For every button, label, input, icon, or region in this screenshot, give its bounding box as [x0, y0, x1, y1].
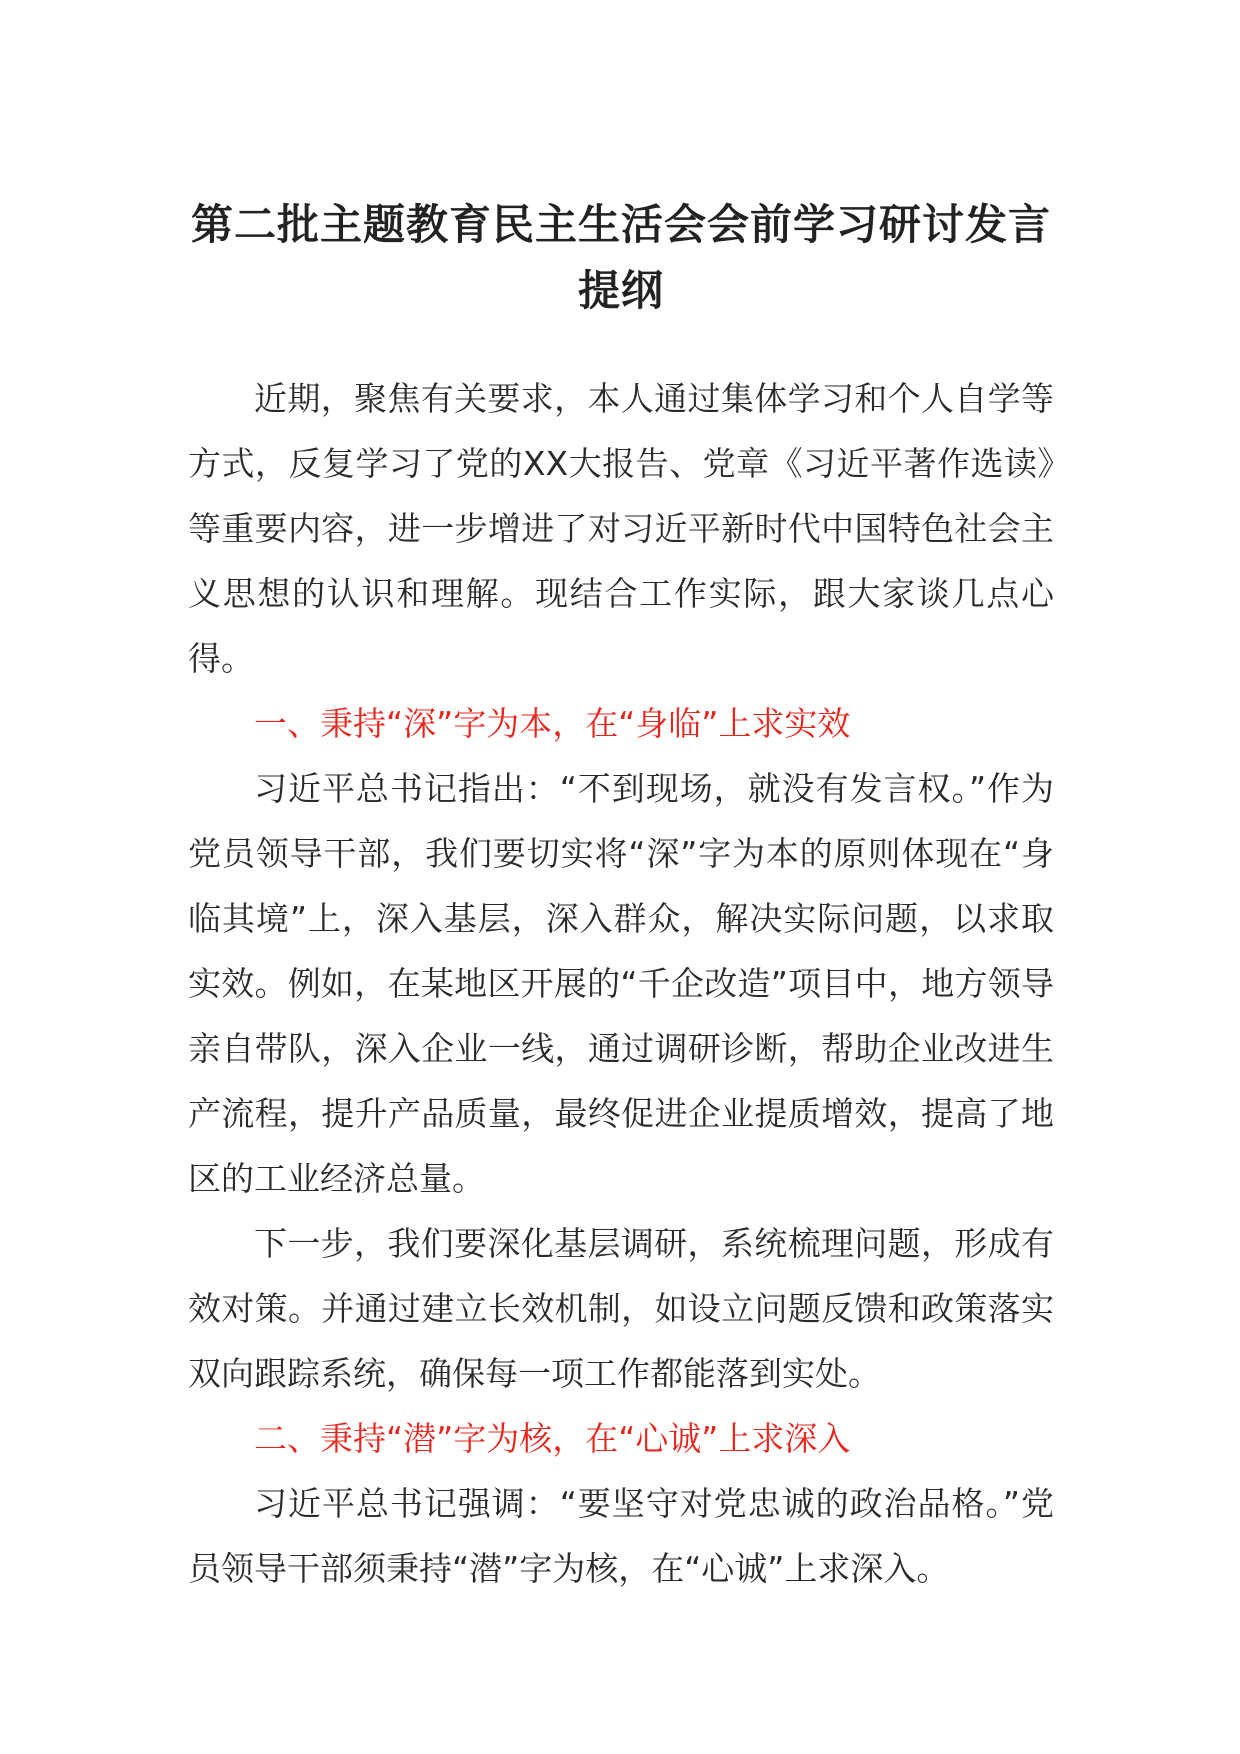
document-title: 第二批主题教育民主生活会会前学习研讨发言提纲	[190, 200, 1051, 315]
section-2-paragraph-1: 习近平总书记强调：“要坚守对党忠诚的政治品格。”党员领导干部须秉持“潜”字为核，在“心诚”上求深入。	[188, 1484, 1054, 1588]
section-heading-2: 二、秉持“潜”字为核，在“心诚”上求深入	[254, 1419, 851, 1458]
section-heading-1: 一、秉持“深”字为本，在“身临”上求实效	[254, 704, 851, 743]
section-1-paragraph-1: 习近平总书记指出：“不到现场，就没有发言权。”作为党员领导干部，我们要切实将“深”字为本的原则体现在“身临其境”上，深入基层，深入群众，解决实际问题，以求取实效。例如，在某地区开展的“千企改造”项目中，地方领导亲自带队，深入企业一线，通过调研诊断，帮助企业改进生产流程，提升产品质量，最终促进企业提质增效，提高了地区的工业经济总量。	[188, 769, 1054, 1198]
document-content	[188, 192, 1054, 1601]
intro-paragraph: 近期，聚焦有关要求，本人通过集体学习和个人自学等方式，反复学习了党的XX大报告、党章《习近平著作选读》等重要内容，进一步增进了对习近平新时代中国特色社会主义思想的认识和理解。现结合工作实际，跟大家谈几点心得。	[188, 379, 1054, 678]
section-1-paragraph-2: 下一步，我们要深化基层调研，系统梳理问题，形成有效对策。并通过建立长效机制，如设立问题反馈和政策落实双向跟踪系统，确保每一项工作都能落到实处。	[188, 1224, 1054, 1393]
